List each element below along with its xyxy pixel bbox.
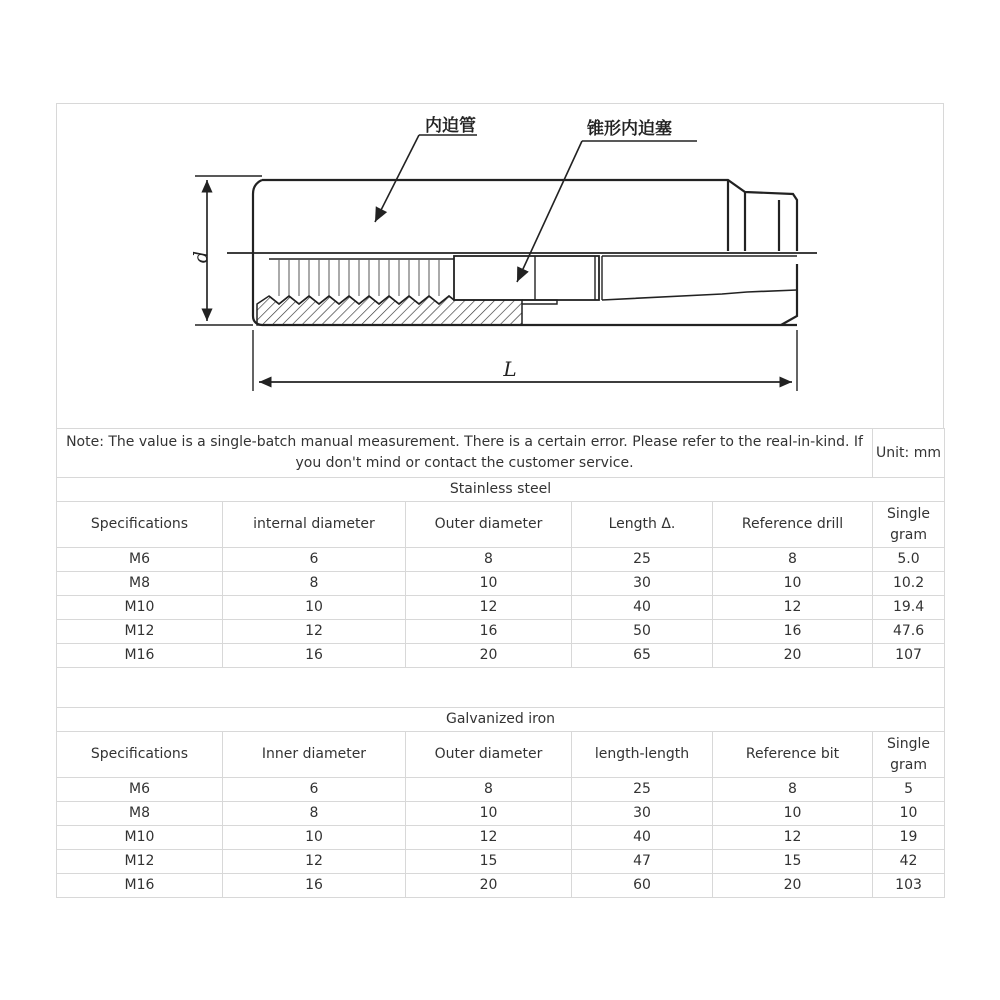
- header-cell: internal diameter: [223, 502, 406, 548]
- table-cell: 10: [713, 802, 873, 826]
- spec-table: [56, 428, 945, 898]
- table-cell: 47: [572, 850, 713, 874]
- table-cell: M12: [57, 620, 223, 644]
- table-cell: 5.0: [873, 548, 945, 572]
- header-cell: Outer diameter: [406, 502, 572, 548]
- table-cell: 10.2: [873, 572, 945, 596]
- table-cell: 25: [572, 778, 713, 802]
- dimension-L-label: L: [503, 357, 517, 381]
- product-sheet: [56, 103, 944, 893]
- section-spacer: [57, 668, 945, 708]
- table-cell: 12: [713, 596, 873, 620]
- label-cone-plug: 锥形内迫塞: [587, 119, 672, 139]
- table-cell: M12: [57, 850, 223, 874]
- table-cell: 8: [713, 548, 873, 572]
- table-cell: 8: [406, 548, 572, 572]
- galvanized-header-row: [57, 732, 945, 778]
- table-row: [57, 548, 945, 572]
- table-cell: 103: [873, 874, 945, 898]
- header-cell: Single gram: [873, 732, 945, 778]
- table-cell: 5: [873, 778, 945, 802]
- header-cell: Reference bit: [713, 732, 873, 778]
- table-cell: 25: [572, 548, 713, 572]
- table-cell: 20: [406, 644, 572, 668]
- table-row: [57, 826, 945, 850]
- table-cell: 15: [713, 850, 873, 874]
- header-cell: Single gram: [873, 502, 945, 548]
- table-cell: 50: [572, 620, 713, 644]
- table-cell: 19: [873, 826, 945, 850]
- table-cell: 65: [572, 644, 713, 668]
- table-cell: 8: [713, 778, 873, 802]
- table-cell: 6: [223, 548, 406, 572]
- table-cell: 30: [572, 802, 713, 826]
- header-cell: Length Δ.: [572, 502, 713, 548]
- table-row: [57, 850, 945, 874]
- table-cell: 10: [223, 826, 406, 850]
- table-cell: 20: [406, 874, 572, 898]
- table-cell: M10: [57, 826, 223, 850]
- table-cell: M8: [57, 572, 223, 596]
- stainless-section-title: Stainless steel: [57, 478, 945, 502]
- unit-label: Unit: mm: [873, 429, 945, 478]
- header-cell: Inner diameter: [223, 732, 406, 778]
- table-row: [57, 596, 945, 620]
- label-outer-sleeve: 内迫管: [425, 116, 476, 136]
- table-cell: 8: [223, 802, 406, 826]
- table-cell: M6: [57, 778, 223, 802]
- table-cell: 12: [406, 596, 572, 620]
- table-cell: 10: [713, 572, 873, 596]
- header-cell: Specifications: [57, 732, 223, 778]
- table-row: [57, 572, 945, 596]
- table-cell: M10: [57, 596, 223, 620]
- table-cell: 15: [406, 850, 572, 874]
- table-cell: 60: [572, 874, 713, 898]
- cone-plug: [454, 256, 797, 304]
- header-cell: Specifications: [57, 502, 223, 548]
- table-cell: 16: [223, 874, 406, 898]
- table-row: [57, 874, 945, 898]
- table-cell: 19.4: [873, 596, 945, 620]
- table-cell: 40: [572, 826, 713, 850]
- table-row: [57, 644, 945, 668]
- dimension-L: [253, 330, 797, 391]
- table-cell: 16: [713, 620, 873, 644]
- table-cell: 12: [713, 826, 873, 850]
- table-cell: 47.6: [873, 620, 945, 644]
- table-cell: 107: [873, 644, 945, 668]
- table-row: [57, 802, 945, 826]
- table-cell: 20: [713, 874, 873, 898]
- table-cell: 12: [223, 850, 406, 874]
- table-cell: 42: [873, 850, 945, 874]
- measurement-note: Note: The value is a single-batch manual measurement. There is a certain error. Please refer to the real-in-kind. If you don't mind or contact the customer service.: [57, 429, 873, 478]
- table-cell: 8: [223, 572, 406, 596]
- table-cell: M8: [57, 802, 223, 826]
- header-cell: Outer diameter: [406, 732, 572, 778]
- dimension-d-label: d: [190, 250, 212, 264]
- table-cell: 16: [406, 620, 572, 644]
- table-cell: 40: [572, 596, 713, 620]
- table-cell: 10: [873, 802, 945, 826]
- table-cell: M6: [57, 548, 223, 572]
- threaded-bore: [269, 256, 454, 304]
- table-cell: 30: [572, 572, 713, 596]
- galvanized-section-title: Galvanized iron: [57, 708, 945, 732]
- table-cell: M16: [57, 874, 223, 898]
- table-cell: 12: [406, 826, 572, 850]
- table-cell: 10: [406, 802, 572, 826]
- table-cell: 6: [223, 778, 406, 802]
- table-cell: 12: [223, 620, 406, 644]
- table-row: [57, 620, 945, 644]
- table-cell: 10: [223, 596, 406, 620]
- header-cell: Reference drill: [713, 502, 873, 548]
- anchor-drawing-svg: [57, 104, 945, 429]
- table-row: [57, 778, 945, 802]
- header-cell: length-length: [572, 732, 713, 778]
- table-cell: 20: [713, 644, 873, 668]
- stainless-header-row: [57, 502, 945, 548]
- table-cell: 16: [223, 644, 406, 668]
- table-cell: 10: [406, 572, 572, 596]
- table-cell: 8: [406, 778, 572, 802]
- anchor-technical-drawing: [56, 103, 944, 428]
- table-cell: M16: [57, 644, 223, 668]
